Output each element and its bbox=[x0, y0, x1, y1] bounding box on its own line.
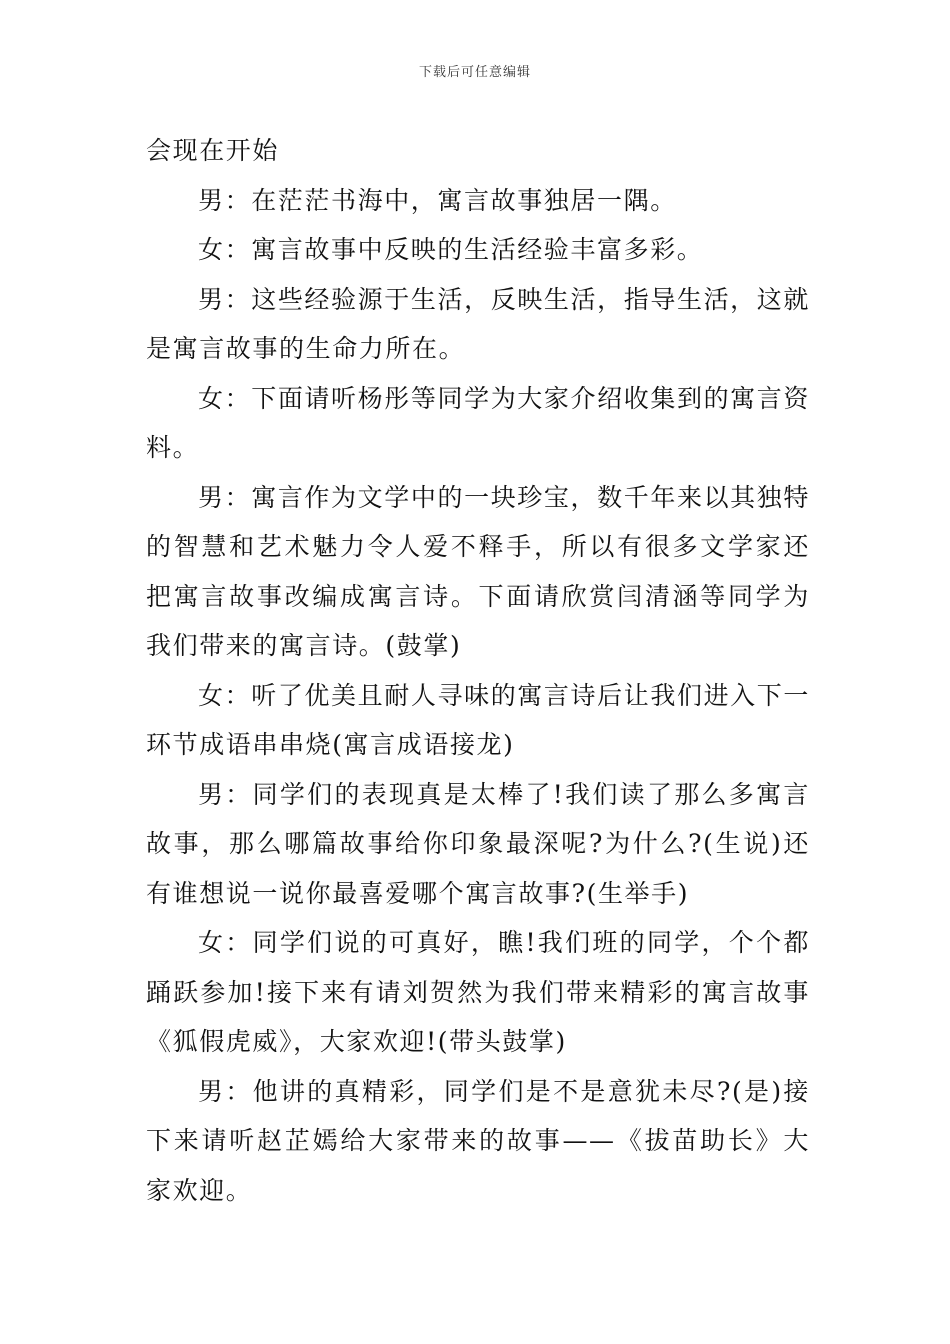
paragraph: 女：听了优美且耐人寻味的寓言诗后让我们进入下一环节成语串串烧(寓言成语接龙) bbox=[146, 680, 810, 759]
paragraph: 女：下面请听杨彤等同学为大家介绍收集到的寓言资料。 bbox=[146, 383, 810, 462]
paragraph: 男：这些经验源于生活，反映生活，指导生活，这就是寓言故事的生命力所在。 bbox=[146, 284, 810, 363]
document-body bbox=[146, 126, 810, 1215]
page-header: 下载后可任意编辑 bbox=[418, 65, 531, 80]
paragraph: 女：同学们说的可真好，瞧!我们班的同学，个个都踊跃参加!接下来有请刘贺然为我们带来精彩的寓言故事《狐假虎威》，大家欢迎!(带头鼓掌) bbox=[146, 928, 810, 1056]
paragraph: 男：他讲的真精彩，同学们是不是意犹未尽?(是)接下来请听赵芷嫣给大家带来的故事——《拔苗助长》大家欢迎。 bbox=[146, 1076, 810, 1205]
paragraph-continuation: 会现在开始 bbox=[146, 136, 280, 165]
paragraph: 男：在茫茫书海中，寓言故事独居一隅。 bbox=[198, 185, 677, 215]
paragraph: 女：寓言故事中反映的生活经验丰富多彩。 bbox=[198, 235, 704, 264]
paragraph: 男：同学们的表现真是太棒了!我们读了那么多寓言故事，那么哪篇故事给你印象最深呢?为什么?(生说)还有谁想说一说你最喜爱哪个寓言故事?(生举手) bbox=[146, 779, 810, 908]
paragraph: 男：寓言作为文学中的一块珍宝，数千年来以其独特的智慧和艺术魅力令人爱不释手，所以有很多文学家还把寓言故事改编成寓言诗。下面请欣赏闫清涵等同学为我们带来的寓言诗。(鼓掌) bbox=[146, 482, 810, 660]
